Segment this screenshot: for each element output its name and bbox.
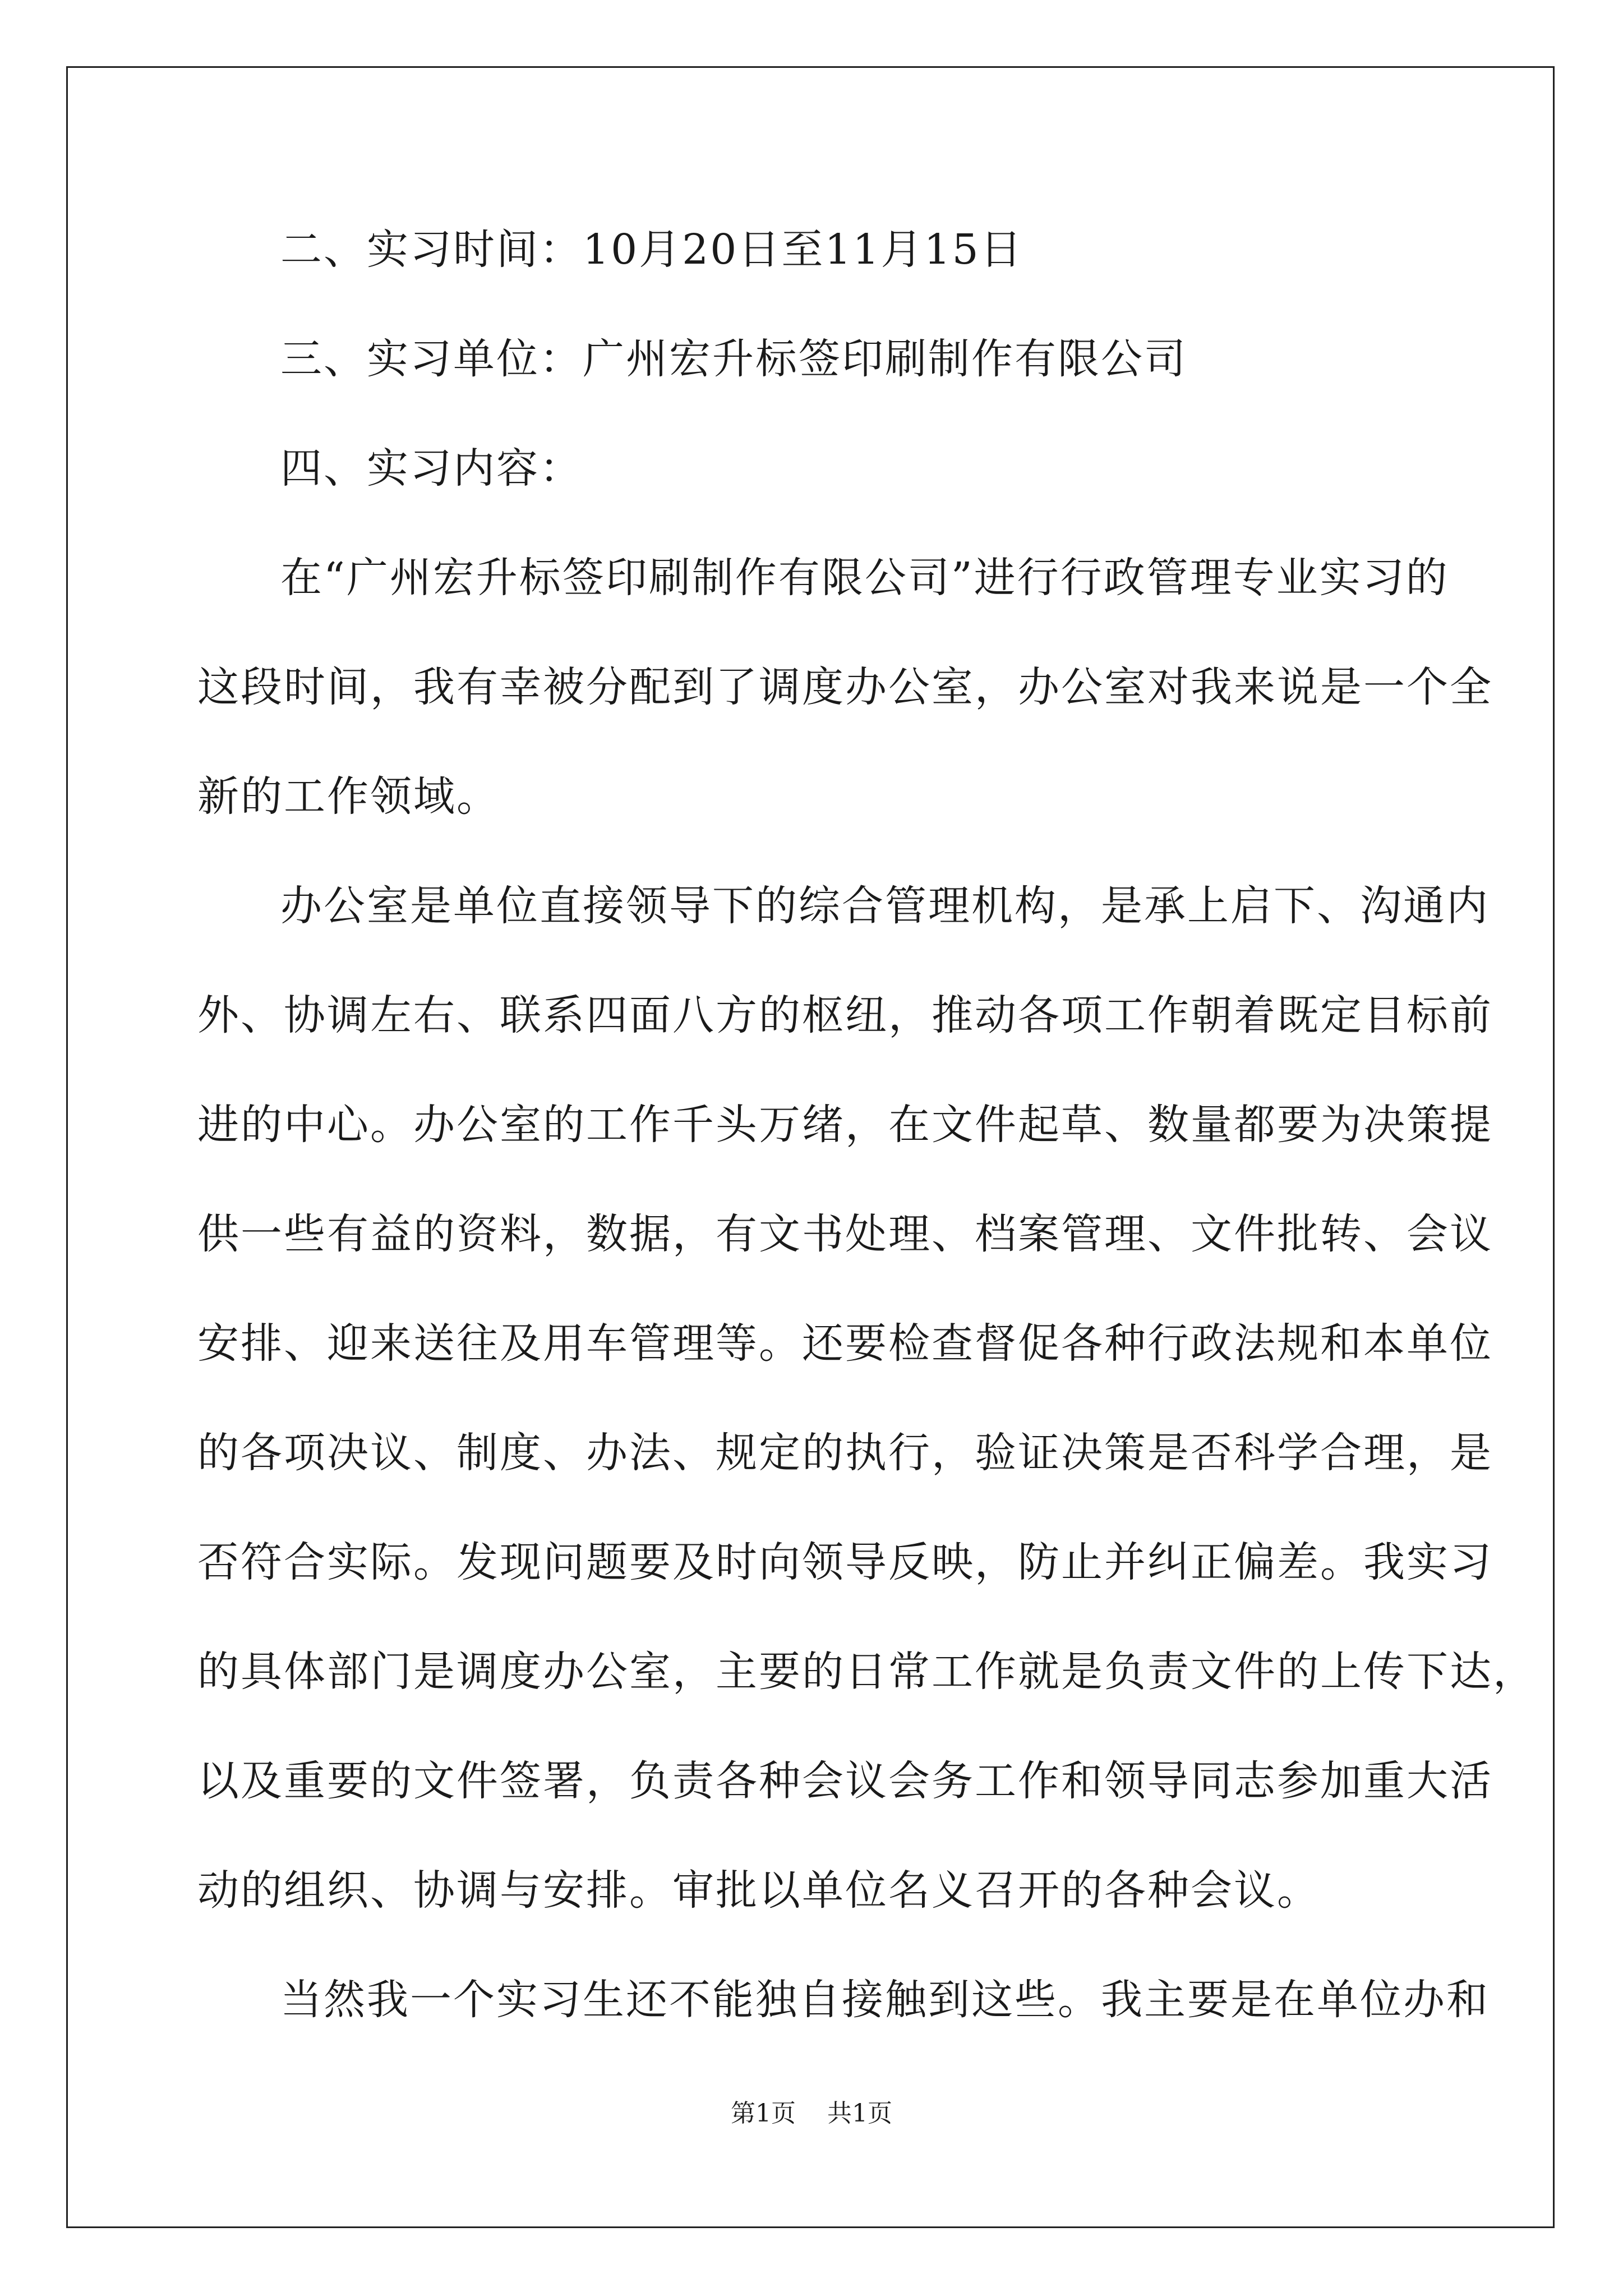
- document-body: [197, 208, 1536, 2067]
- text-line: 的各项决议、制度、办法、规定的执行，验证决策是否科学合理，是: [197, 1429, 1493, 1477]
- text-line: 二、实习时间：10月20日至11月15日: [280, 226, 1023, 274]
- text-line: 供一些有益的资料，数据，有文书处理、档案管理、文件批转、会议: [197, 1210, 1493, 1258]
- text-line: 动的组织、协调与安排。审批以单位名义召开的各种会议。: [197, 1866, 1320, 1915]
- page-number-total: 共1页: [827, 2099, 892, 2128]
- text-line: 办公室是单位直接领导下的综合管理机构，是承上启下、沟通内: [280, 882, 1490, 930]
- text-line: 在“广州宏升标签印刷制作有限公司”进行行政管理专业实习的: [280, 554, 1449, 602]
- text-line: 以及重要的文件签署，负责各种会议会务工作和领导同志参加重大活: [197, 1757, 1493, 1805]
- text-line: 的具体部门是调度办公室，主要的日常工作就是负责文件的上传下达，: [197, 1648, 1536, 1696]
- text-line: 新的工作领域。: [197, 772, 500, 821]
- text-line: 否符合实际。发现问题要及时向领导反映，防止并纠正偏差。我实习: [197, 1538, 1493, 1586]
- page-footer: [0, 2097, 1623, 2131]
- text-line: 进的中心。办公室的工作千头万绪，在文件起草、数量都要为决策提: [197, 1101, 1493, 1149]
- text-line: 外、协调左右、联系四面八方的枢纽，推动各项工作朝着既定目标前: [197, 991, 1493, 1039]
- page-number-current: 第1页: [731, 2099, 796, 2128]
- text-line: 当然我一个实习生还不能独自接触到这些。我主要是在单位办和: [280, 1976, 1490, 2024]
- text-line: 安排、迎来送往及用车管理等。还要检查督促各种行政法规和本单位: [197, 1319, 1493, 1368]
- text-line: 四、实习内容：: [280, 444, 583, 493]
- text-line: 这段时间，我有幸被分配到了调度办公室，办公室对我来说是一个全: [197, 663, 1493, 711]
- text-line: 三、实习单位：广州宏升标签印刷制作有限公司: [280, 335, 1187, 383]
